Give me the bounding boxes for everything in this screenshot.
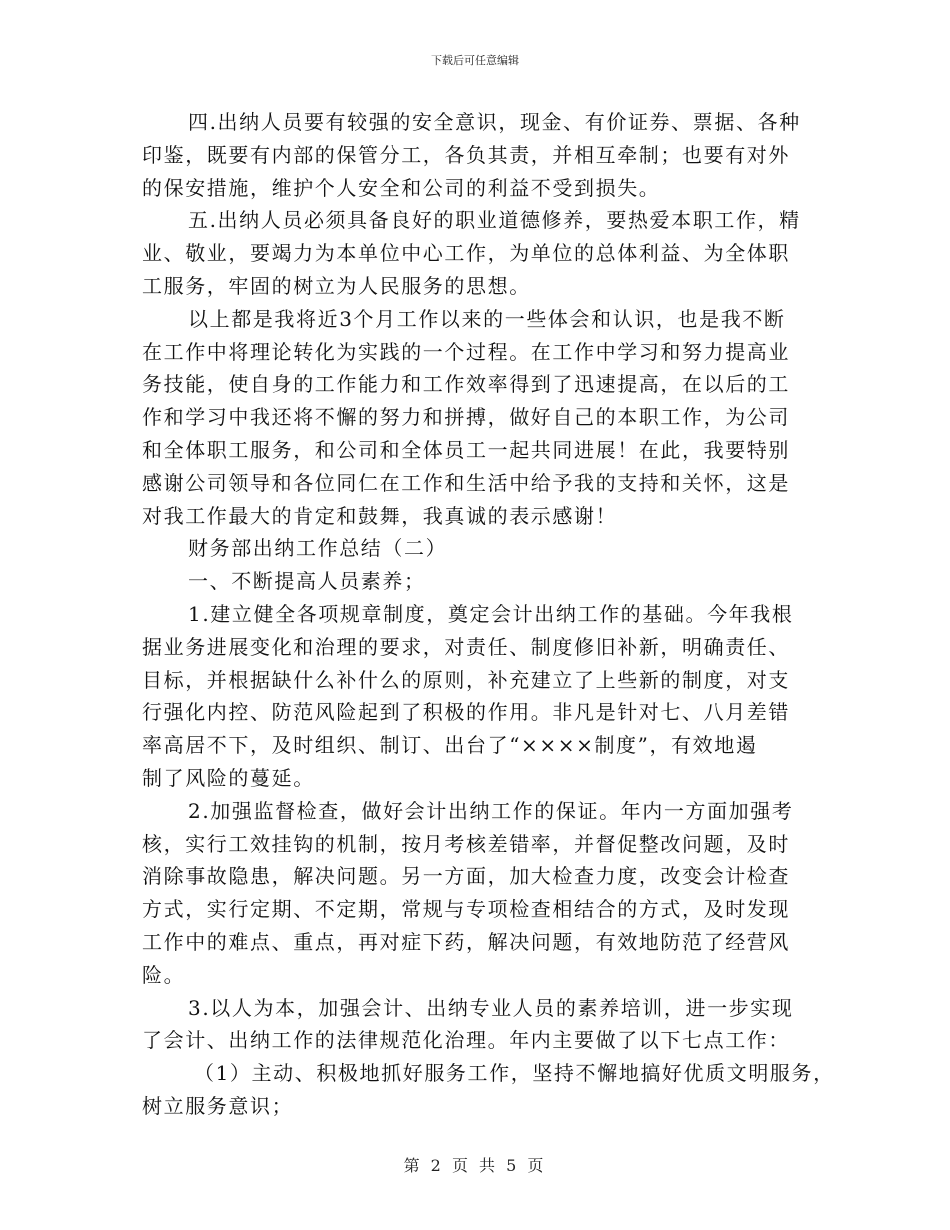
page-footer: 第 2 页 共 5 页 [403, 1156, 547, 1175]
paragraph-line: 对我工作最大的肯定和鼓舞，我真诚的表示感谢！ [142, 503, 618, 528]
paragraph-line: 工作中的难点、重点，再对症下药，解决问题，有效地防范了经营风 [142, 929, 790, 954]
section-heading: 财务部出纳工作总结（二） [188, 536, 448, 561]
paragraph-line: 险。 [142, 962, 186, 987]
body-text [142, 106, 835, 1123]
paragraph-line: 制了风险的蔓延。 [142, 765, 315, 790]
paragraph-line: 行强化内控、防范风险起到了积极的作用。非凡是针对七、八月差错 [142, 700, 790, 725]
paragraph-line: 作和学习中我还将不懈的努力和拼搏，做好自己的本职工作，为公司 [142, 405, 790, 430]
paragraph-line: 消除事故隐患，解决问题。另一方面，加大检查力度，改变会计检查 [142, 864, 790, 889]
paragraph-line: 了会计、出纳工作的法律规范化治理。年内主要做了以下七点工作： [142, 1028, 790, 1053]
page-header: 下载后可任意编辑 [431, 54, 519, 67]
paragraph-line: 方式，实行定期、不定期，常规与专项检查相结合的方式，及时发现 [142, 897, 790, 922]
paragraph-line: 在工作中将理论转化为实践的一个过程。在工作中学习和努力提高业 [142, 339, 790, 364]
paragraph-line: 五.出纳人员必须具备良好的职业道德修养，要热爱本职工作，精 [188, 208, 801, 233]
paragraph-line: 目标，并根据缺什么补什么的原则，补充建立了上些新的制度，对支 [142, 667, 790, 692]
paragraph-line: 工服务，牢固的树立为人民服务的思想。 [142, 273, 531, 298]
paragraph-line: 率高居不下，及时组织、制订、出台了“××××制度”，有效地遏 [142, 733, 758, 758]
paragraph-line: 和全体职工服务，和公司和全体员工一起共同进展！在此，我要特别 [142, 437, 790, 462]
paragraph-line: 印鉴，既要有内部的保管分工，各负其责，并相互牵制；也要有对外 [142, 142, 790, 167]
paragraph-line: （1）主动、积极地抓好服务工作，坚持不懈地搞好优质文明服务， [194, 1061, 835, 1086]
paragraph-line: 业、敬业，要竭力为本单位中心工作，为单位的总体利益、为全体职 [142, 241, 790, 266]
paragraph-line: 1.建立健全各项规章制度，奠定会计出纳工作的基础。今年我根 [188, 601, 794, 626]
paragraph-line: 的保安措施，维护个人安全和公司的利益不受到损失。 [142, 175, 661, 200]
paragraph-line: 核，实行工效挂钩的机制，按月考核差错率，并督促整改问题，及时 [142, 831, 790, 856]
paragraph-line: 感谢公司领导和各位同仁在工作和生活中给予我的支持和关怀，这是 [142, 470, 790, 495]
paragraph-line: 以上都是我将近3个月工作以来的一些体会和认识，也是我不断 [188, 306, 786, 331]
paragraph-line: 四.出纳人员要有较强的安全意识，现金、有价证券、票据、各种 [188, 110, 801, 134]
paragraph-line: 2.加强监督检查，做好会计出纳工作的保证。年内一方面加强考 [188, 798, 794, 823]
section-subheading: 一、不断提高人员素养； [188, 569, 426, 594]
paragraph-line: 务技能，使自身的工作能力和工作效率得到了迅速提高，在以后的工 [142, 372, 790, 397]
paragraph-line: 树立服务意识； [142, 1093, 294, 1118]
paragraph-line: 3.以人为本，加强会计、出纳专业人员的素养培训，进一步实现 [188, 995, 794, 1020]
paragraph-line: 据业务进展变化和治理的要求，对责任、制度修旧补新，明确责任、 [142, 634, 790, 659]
